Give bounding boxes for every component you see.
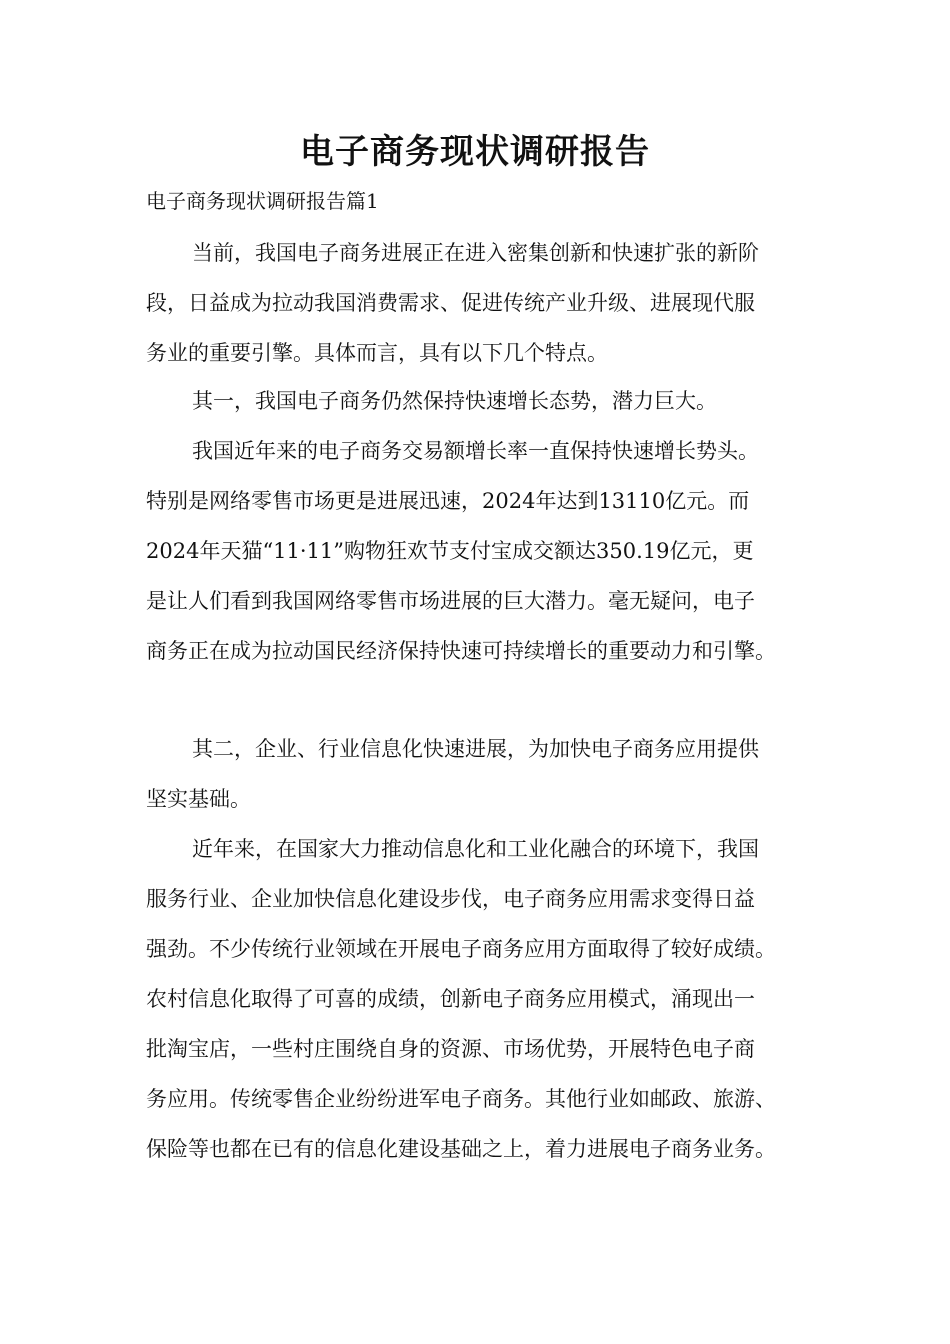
document-subtitle: 电子商务现状调研报告篇1 xyxy=(146,189,379,213)
paragraph-point-two: 其二，企业、行业信息化快速进展，为加快电子商务应用提供 坚实基础。 xyxy=(146,737,759,811)
paragraph-point-one-detail: 我国近年来的电子商务交易额增长率一直保持快速增长势头。 特别是网络零售市场更是进展迅速，2024年达到13110亿元。而 2024年天猫“11·11”购物狂欢节支付宝成交额达350.19亿元，更 是让人们看到我国网络零售市场进展的巨大潜力。毫无疑问，电子 商务正在成为拉动国民经济保持快速可持续增长的重要动力和引擎。 xyxy=(146,439,776,663)
paragraph-intro: 当前，我国电子商务进展正在进入密集创新和快速扩张的新阶 段，日益成为拉动我国消费需求、促进传统产业升级、进展现代服 务业的重要引擎。具体而言，具有以下几个特点。 xyxy=(146,241,759,365)
paragraph-point-two-detail: 近年来，在国家大力推动信息化和工业化融合的环境下，我国 服务行业、企业加快信息化建设步伐，电子商务应用需求变得日益 强劲。不少传统行业领域在开展电子商务应用方面取得了较好成绩。 农村信息化取得了可喜的成绩，创新电子商务应用模式，涌现出一 批淘宝店，一些村庄围绕自身的资源、市场优势，开展特色电子商 务应用。传统零售企业纷纷进军电子商务。其他行业如邮政、旅游、 保险等也都在已有的信息化建设基础之上，着力进展电子商务业务。 xyxy=(146,837,776,1161)
paragraph-point-one: 其一，我国电子商务仍然保持快速增长态势，潜力巨大。 xyxy=(192,389,717,413)
document-title: 电子商务现状调研报告 xyxy=(300,132,650,172)
